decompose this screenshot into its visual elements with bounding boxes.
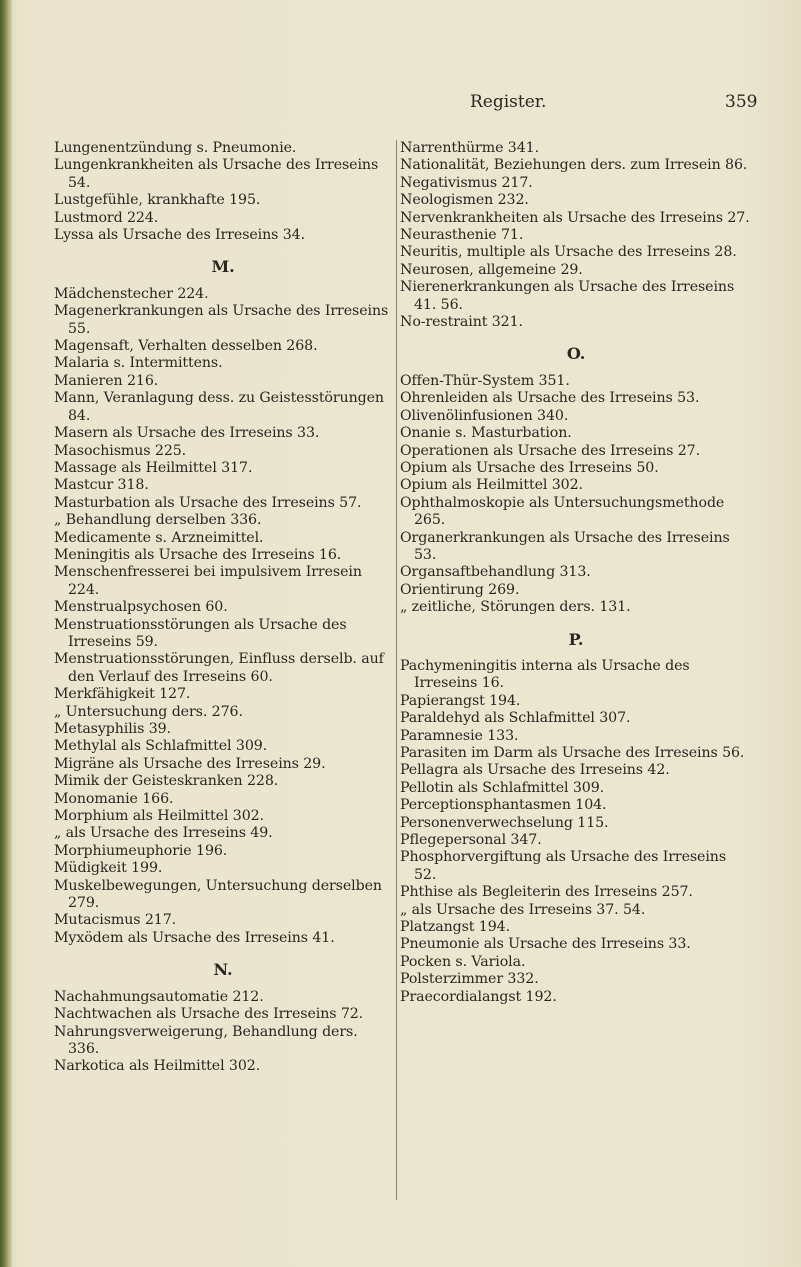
right-index-entry: Polsterzimmer 332.	[400, 971, 539, 988]
right-index-entry: Neurasthenie 71.	[400, 227, 524, 244]
left-index-entry: Monomanie 166.	[54, 790, 174, 807]
right-index-entry: „ zeitliche, Störungen ders. 131.	[400, 599, 631, 616]
left-index-entry: Magenerkrankungen als Ursache des Irreseins 55.	[54, 303, 389, 337]
book-binding-edge	[0, 0, 12, 1267]
right-index-entry: Parasiten im Darm als Ursache des Irreseins 56.	[400, 745, 745, 761]
right-index-entry: Operationen als Ursache des Irreseins 27.	[400, 442, 701, 459]
left-index-entry: Menstrualpsychosen 60.	[54, 599, 228, 616]
right-index-entry: Olivenölinfusionen 340.	[400, 407, 569, 424]
right-index-entry: Neurosen, allgemeine 29.	[400, 261, 583, 278]
right-index-entry: Paraldehyd als Schlafmittel 307.	[400, 710, 631, 727]
running-head	[0, 92, 801, 116]
right-index-entry: Platzangst 194.	[400, 919, 510, 936]
left-index-entry: Lustmord 224.	[54, 209, 159, 226]
left-index-entry: Mutacismus 217.	[54, 912, 177, 929]
right-index-entry: Nierenerkrankungen als Ursache des Irreseins 41. 56.	[400, 279, 735, 313]
right-index-entry: Personenverwechselung 115.	[400, 814, 609, 831]
right-index-entry: Ohrenleiden als Ursache des Irreseins 53.	[400, 390, 700, 407]
left-index-entry: „ als Ursache des Irreseins 49.	[54, 825, 273, 842]
right-index-entry: Pellagra als Ursache des Irreseins 42.	[400, 762, 670, 779]
left-index-entry: Medicamente s. Arzneimittel.	[54, 529, 264, 546]
left-index-entry: Menschenfresserei bei impulsivem Irresein 224.	[54, 564, 362, 598]
running-head-title: Register.	[470, 92, 547, 112]
left-index-entry: Morphium als Heilmittel 302.	[54, 808, 264, 825]
left-index-entry: Menstruationsstörungen, Einfluss derselb. auf den Verlauf des Irreseins 60.	[54, 651, 384, 685]
right-index-entry: Pflegepersonal 347.	[400, 832, 542, 849]
left-index-entry: Muskelbewegungen, Untersuchung derselben 279.	[54, 877, 382, 912]
index-column-right	[400, 140, 752, 1006]
right-index-entry: Nationalität, Beziehungen ders. zum Irresein 86.	[400, 157, 748, 174]
right-index-entry: „ als Ursache des Irreseins 37. 54.	[400, 901, 646, 918]
left-index-entry: Nahrungsverweigerung, Behandlung ders. 336.	[54, 1023, 358, 1057]
right-index-entry: Pneumonie als Ursache des Irreseins 33.	[400, 936, 691, 953]
left-index-entry: Morphiumeuphorie 196.	[54, 842, 228, 859]
left-index-entry: Nachahmungsautomatie 212.	[54, 988, 264, 1005]
right-index-entry: Perceptionsphantasmen 104.	[400, 797, 607, 814]
right-index-entry: Offen-Thür-System 351.	[400, 372, 570, 389]
right-index-entry: Phosphorvergiftung als Ursache des Irreseins 52.	[400, 849, 727, 883]
left-index-entry: Massage als Heilmittel 317.	[54, 459, 253, 476]
left-index-entry: „ Untersuchung ders. 276.	[54, 703, 243, 720]
left-index-entry: Mann, Veranlagung dess. zu Geistesstörungen 84.	[54, 390, 384, 424]
right-index-entry: Onanie s. Masturbation.	[400, 425, 572, 442]
right-index-entry: Papierangst 194.	[400, 692, 521, 709]
right-index-entry: Phthise als Begleiterin des Irreseins 257.	[400, 884, 693, 901]
left-index-entry: Manieren 216.	[54, 372, 159, 389]
left-index-entry: Masturbation als Ursache des Irreseins 57.	[54, 494, 362, 511]
left-index-entry: Lyssa als Ursache des Irreseins 34.	[54, 227, 306, 244]
right-index-entry: Narrenthürme 341.	[400, 140, 539, 156]
left-index-entry: Magensaft, Verhalten desselben 268.	[54, 338, 318, 355]
right-index-entry: Ophthalmoskopie als Untersuchungsmethode 265.	[400, 494, 725, 529]
left-index-entry: Masern als Ursache des Irreseins 33.	[54, 425, 320, 442]
left-index-entry: Müdigkeit 199.	[54, 860, 163, 877]
left-index-entry: Metasyphilis 39.	[54, 721, 171, 737]
right-index-entry: Negativismus 217.	[400, 174, 533, 191]
left-index-entry: Migräne als Ursache des Irreseins 29.	[54, 755, 326, 772]
left-index-entry: Malaria s. Intermittens.	[54, 355, 223, 372]
left-index-entry: Nachtwachen als Ursache des Irreseins 72.	[54, 1006, 364, 1023]
right-index-entry: Neuritis, multiple als Ursache des Irreseins 28.	[400, 244, 737, 261]
right-index-entry: Nervenkrankheiten als Ursache des Irreseins 27.	[400, 209, 750, 226]
left-index-entry: Merkfähigkeit 127.	[54, 686, 191, 703]
index-column-left	[54, 140, 392, 1076]
right-index-entry: Neologismen 232.	[400, 192, 529, 209]
right-section-heading: O.	[566, 344, 586, 364]
left-section-heading: M.	[211, 257, 235, 277]
right-index-entry: Organerkrankungen als Ursache des Irreseins 53.	[400, 529, 730, 563]
left-section-heading: N.	[213, 960, 233, 980]
left-index-entry: „ Behandlung derselben 336.	[54, 512, 262, 529]
right-index-entry: Pocken s. Variola.	[400, 953, 526, 970]
right-index-entry: No-restraint 321.	[400, 314, 523, 331]
left-index-entry: Mädchenstecher 224.	[54, 285, 209, 302]
right-index-entry: Pachymeningitis interna als Ursache des Irreseins 16.	[400, 657, 690, 692]
column-divider	[396, 140, 397, 1200]
right-index-entry: Organsaftbehandlung 313.	[400, 564, 591, 581]
left-index-entry: Myxödem als Ursache des Irreseins 41.	[54, 929, 335, 946]
left-index-entry: Lungenkrankheiten als Ursache des Irreseins 54.	[54, 157, 379, 191]
left-index-entry: Mimik der Geisteskranken 228.	[54, 773, 279, 790]
right-section-heading: P.	[568, 629, 584, 649]
right-index-entry: Praecordialangst 192.	[400, 988, 557, 1005]
left-index-entry: Narkotica als Heilmittel 302.	[54, 1058, 261, 1075]
right-index-entry: Orientirung 269.	[400, 581, 520, 598]
left-index-entry: Mastcur 318.	[54, 477, 149, 494]
right-index-entry: Paramnesie 133.	[400, 727, 519, 744]
page-number: 359	[725, 92, 758, 112]
left-index-entry: Menstruationsstörungen als Ursache des Irreseins 59.	[54, 616, 347, 650]
right-index-entry: Opium als Heilmittel 302.	[400, 477, 583, 494]
left-index-entry: Methylal als Schlafmittel 309.	[54, 738, 268, 755]
right-index-entry: Opium als Ursache des Irreseins 50.	[400, 459, 659, 476]
left-index-entry: Lustgefühle, krankhafte 195.	[54, 192, 261, 209]
right-index-entry: Pellotin als Schlafmittel 309.	[400, 779, 605, 796]
left-index-entry: Meningitis als Ursache des Irreseins 16.	[54, 546, 342, 563]
left-index-entry: Lungenentzündung s. Pneumonie.	[54, 140, 297, 156]
left-index-entry: Masochismus 225.	[54, 442, 187, 459]
